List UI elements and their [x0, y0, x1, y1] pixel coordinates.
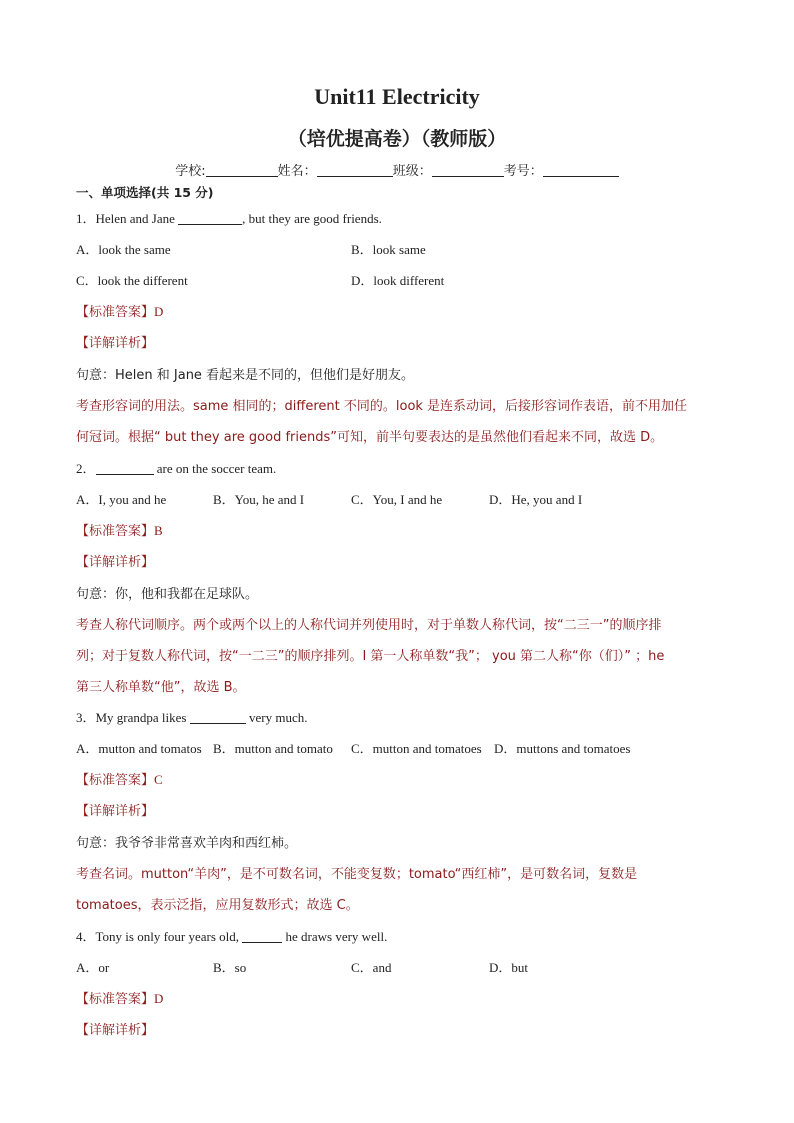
question-3-option-d: D．muttons and tomatoes [494, 741, 631, 756]
name-label: 姓名： [277, 164, 317, 179]
name-blank [317, 163, 393, 177]
student-info-line [0, 160, 794, 179]
question-1-option-a: A．look the same [76, 242, 171, 257]
question-3-blank [190, 711, 246, 724]
question-4-option-b: B．so [213, 960, 247, 975]
exam-no-blank [543, 163, 619, 177]
question-4-option-a: A．or [76, 960, 110, 975]
question-3-meaning: 句意：我爷爷非常喜欢羊肉和西红柿。 [76, 836, 298, 851]
question-3-option-a: A．mutton and tomatos [76, 741, 202, 756]
question-1-explain-1: 考查形容词的用法。same 相同的；different 不同的。look 是连系动词，后接形容词作表语，前不用加任 [76, 399, 688, 414]
school-blank [206, 163, 278, 177]
question-3-option-b: B．mutton and tomato [213, 741, 333, 756]
question-2-explain-2: 列；对于复数人称代词，按“一二三”的顺序排列。I 第一人称单数“我”； you 第二人称“你（们）” ；he [76, 649, 665, 664]
exam-no-label: 考号： [503, 164, 543, 179]
question-3-explain-1: 考查名词。mutton“羊肉”，是不可数名词，不能变复数；tomato“西红柿”，是可数名词，复数是 [76, 867, 638, 882]
question-2-stem: 2． are on the soccer team. [76, 461, 277, 476]
question-3-analysis-label: 【详解详析】 [76, 804, 155, 819]
question-1-answer: 【标准答案】D [76, 304, 164, 320]
question-3-explain-2: tomatoes，表示泛指，应用复数形式；故选 C。 [76, 898, 359, 913]
question-2-explain-3: 第三人称单数“他”，故选 B。 [76, 680, 246, 695]
question-2-meaning: 句意：你，他和我都在足球队。 [76, 587, 259, 602]
question-2-blank [96, 462, 154, 475]
question-3-stem: 3．My grandpa likes very much. [76, 710, 308, 725]
question-3-answer: 【标准答案】C [76, 772, 163, 788]
question-1-blank [178, 212, 242, 225]
class-blank [432, 163, 504, 177]
question-2-option-a: A．I, you and he [76, 492, 167, 507]
question-1-analysis-label: 【详解详析】 [76, 336, 155, 351]
question-1-option-b: B．look same [351, 242, 426, 257]
question-4-blank [242, 930, 282, 943]
question-4-option-d: D．but [489, 960, 529, 975]
question-2-option-b: B．You, he and I [213, 492, 305, 507]
school-label: 学校: [175, 164, 206, 179]
question-2-analysis-label: 【详解详析】 [76, 555, 155, 570]
question-4-stem: 4．Tony is only four years old, he draws very well. [76, 929, 388, 944]
section-heading: 一、单项选择(共 15 分) [76, 185, 214, 200]
question-2-explain-1: 考查人称代词顺序。两个或两个以上的人称代词并列使用时，对于单数人称代词，按“二三一”的顺序排 [76, 618, 662, 633]
class-label: 班级： [392, 164, 432, 179]
document-subtitle: （培优提高卷）（教师版） [287, 128, 507, 150]
question-1-option-d: D．look different [351, 273, 445, 288]
question-2-answer: 【标准答案】B [76, 523, 163, 539]
question-1-explain-2: 何冠词。根据“ but they are good friends”可知，前半句要表达的是虽然他们看起来不同，故选 D。 [76, 430, 664, 445]
document-title: Unit11 Electricity [314, 84, 480, 109]
question-4-answer: 【标准答案】D [76, 991, 164, 1007]
question-1-option-c: C．look the different [76, 273, 188, 288]
question-3-option-c: C．mutton and tomatoes [351, 741, 482, 756]
question-2-option-d: D．He, you and I [489, 492, 583, 507]
question-1-stem: 1．Helen and Jane , but they are good friends. [76, 211, 382, 226]
question-4-option-c: C．and [351, 960, 392, 975]
question-4-analysis-label: 【详解详析】 [76, 1023, 155, 1038]
question-2-option-c: C．You, I and he [351, 492, 443, 507]
question-1-meaning: 句意：Helen 和 Jane 看起来是不同的，但他们是好朋友。 [76, 368, 415, 383]
